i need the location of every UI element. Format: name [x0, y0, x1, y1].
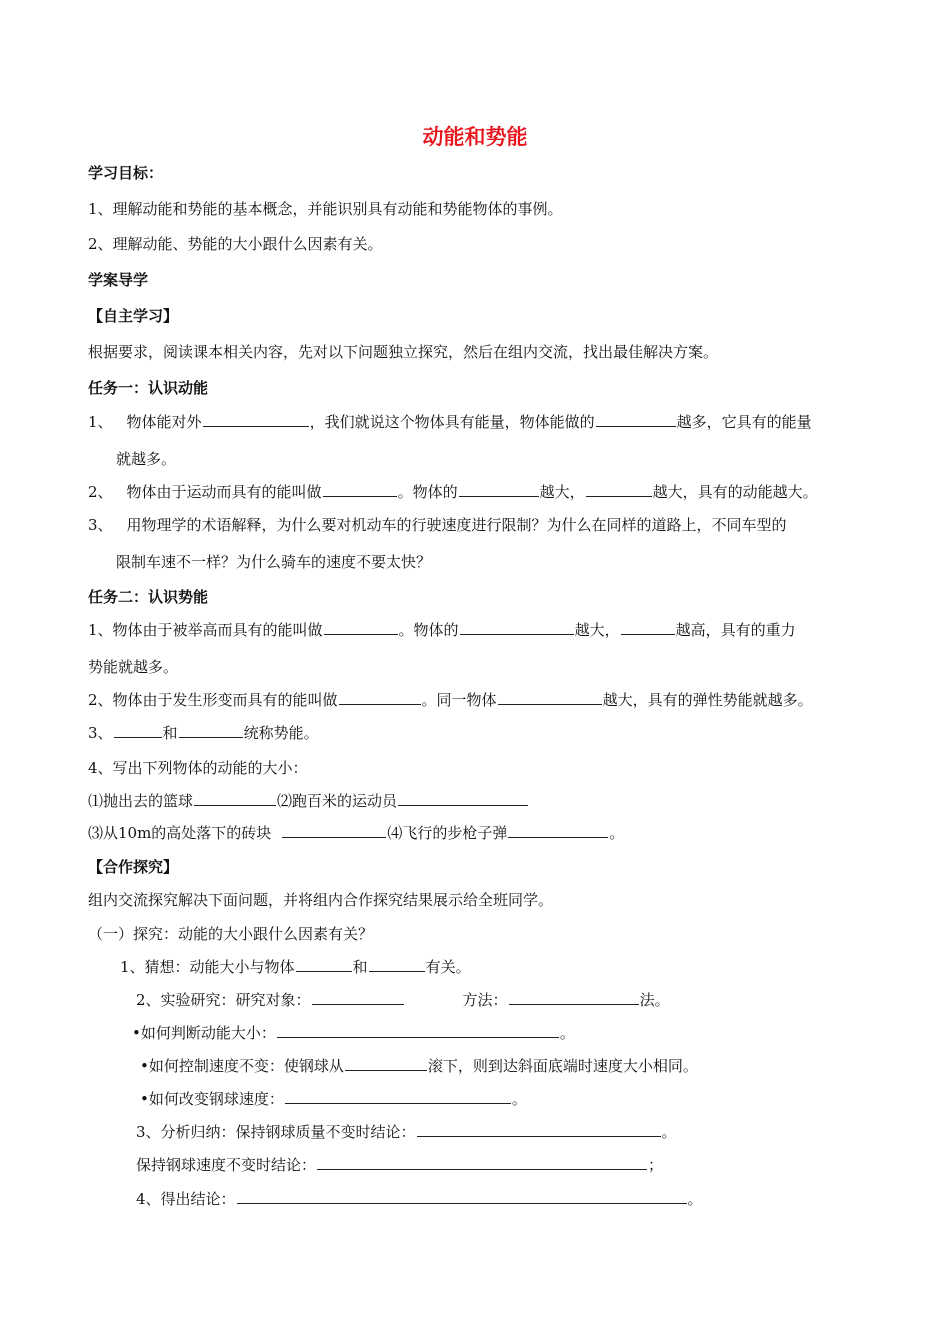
question-text: 物体由于运动而具有的能叫做: [126, 483, 322, 501]
section-heading: 学案导学: [88, 271, 149, 289]
answer-blank[interactable]: [459, 482, 539, 497]
question-text: 3、: [88, 724, 113, 742]
answer-blank[interactable]: [417, 1122, 661, 1137]
answer-blank[interactable]: [586, 482, 652, 497]
question-text: 越大，具有的弹性势能就越多。: [602, 691, 813, 709]
item-text: 。: [511, 1090, 527, 1108]
goal-item: 2、理解动能、势能的大小跟什么因素有关。: [88, 235, 383, 253]
answer-blank[interactable]: [282, 823, 386, 838]
answer-blank[interactable]: [277, 1023, 559, 1038]
self-study-intro: 根据要求，阅读课本相关内容，先对以下问题独立探究，然后在组内交流，找出最佳解决方案。: [88, 343, 719, 361]
item-text: •如何判断动能大小：: [132, 1024, 276, 1042]
change-line: [140, 1089, 527, 1109]
question-text: 1、物体由于被举高而具有的能叫做: [88, 621, 323, 639]
item-text: 有关。: [425, 958, 471, 976]
task1-question-2: [88, 482, 818, 502]
answer-blank[interactable]: [345, 1056, 427, 1071]
task2-q4-row: [88, 823, 624, 843]
answer-blank[interactable]: [460, 620, 574, 635]
question-text: 越大，具有的动能越大。: [652, 483, 818, 501]
question-text: 。物体的: [397, 483, 458, 501]
experiment-line: [136, 990, 670, 1010]
item-text: 保持钢球速度不变时结论：: [136, 1156, 317, 1174]
answer-blank[interactable]: [621, 620, 675, 635]
question-text: 越高，具有的重力: [675, 621, 796, 639]
task2-question-1-cont: 势能就越多。: [88, 658, 179, 676]
task2-question-2: [88, 690, 813, 710]
task1-question-3-cont: 限制车速不一样？为什么骑车的速度不要太快？: [116, 553, 432, 571]
task2-heading: 任务二：认识势能: [88, 588, 209, 606]
answer-blank[interactable]: [237, 1189, 687, 1204]
task1-heading: 任务一：认识动能: [88, 379, 209, 397]
question-text: ，我们就说这个物体具有能量，物体能做的: [309, 413, 595, 431]
keep-speed-line: [136, 1155, 663, 1175]
answer-blank[interactable]: [339, 690, 421, 705]
answer-blank[interactable]: [296, 957, 352, 972]
item-text: 方法：: [462, 991, 508, 1009]
item-text: 3、分析归纳：保持钢球质量不变时结论：: [136, 1123, 416, 1141]
answer-blank[interactable]: [323, 482, 397, 497]
question-text: 越多，它具有的能量: [676, 413, 812, 431]
answer-blank[interactable]: [398, 791, 528, 806]
item-text: ⑵跑百米的运动员: [277, 792, 398, 810]
answer-blank[interactable]: [114, 723, 162, 738]
item-text: 和: [352, 958, 368, 976]
item-text: 。: [559, 1024, 575, 1042]
coop-subheading: （一）探究：动能的大小跟什么因素有关？: [88, 925, 374, 943]
item-text: •如何控制速度不变：使钢球从: [140, 1057, 344, 1075]
answer-blank[interactable]: [508, 823, 608, 838]
question-text: 和: [162, 724, 178, 742]
page-title: 动能和势能: [422, 124, 528, 149]
question-text: 物体能对外: [126, 413, 202, 431]
item-text: 。: [687, 1190, 703, 1208]
question-text: 越大，: [574, 621, 620, 639]
item-text: ；: [648, 1156, 664, 1174]
task1-question-1: [88, 412, 812, 432]
answer-blank[interactable]: [317, 1155, 647, 1170]
answer-blank[interactable]: [498, 690, 602, 705]
item-text: ⑶从10m的高处落下的砖块: [88, 824, 272, 842]
control-line: [140, 1056, 698, 1076]
answer-blank[interactable]: [369, 957, 425, 972]
question-text: 。同一物体: [421, 691, 497, 709]
task2-question-1: [88, 620, 796, 640]
conclusion-line: [136, 1189, 703, 1209]
item-text: 2、实验研究：研究对象：: [136, 991, 311, 1009]
item-text: •如何改变钢球速度：: [140, 1090, 284, 1108]
question-text: 统称势能。: [243, 724, 319, 742]
question-number: 1、: [88, 413, 113, 431]
question-number: 2、: [88, 483, 113, 501]
task2-question-3: [88, 723, 319, 743]
goal-item: 1、理解动能和势能的基本概念，并能识别具有动能和势能物体的事例。: [88, 200, 563, 218]
answer-blank[interactable]: [203, 412, 309, 427]
task2-question-4: 4、写出下列物体的动能的大小：: [88, 759, 308, 777]
item-text: 滚下，则到达斜面底端时速度大小相同。: [427, 1057, 698, 1075]
item-text: 法。: [639, 991, 670, 1009]
item-text: 。: [661, 1123, 677, 1141]
answer-blank[interactable]: [312, 990, 404, 1005]
question-text: 用物理学的术语解释，为什么要对机动车的行驶速度进行限制？为什么在同样的道路上，不同车型的: [126, 516, 787, 534]
guess-line: [120, 957, 471, 977]
item-text: 。: [609, 824, 625, 842]
question-text: 。物体的: [398, 621, 459, 639]
answer-blank[interactable]: [194, 791, 276, 806]
answer-blank[interactable]: [285, 1089, 511, 1104]
question-number: 3、: [88, 516, 113, 534]
item-text: 1、猜想：动能大小与物体: [120, 958, 295, 976]
analysis-line: [136, 1122, 677, 1142]
task1-question-3: [88, 515, 787, 535]
task2-q4-row: [88, 791, 529, 811]
self-study-heading: 【自主学习】: [88, 307, 179, 325]
answer-blank[interactable]: [509, 990, 639, 1005]
judge-line: [132, 1023, 575, 1043]
item-text: ⑴抛出去的篮球: [88, 792, 194, 810]
coop-intro: 组内交流探究解决下面问题，并将组内合作探究结果展示给全班同学。: [88, 891, 554, 909]
answer-blank[interactable]: [324, 620, 398, 635]
question-text: 越大，: [539, 483, 585, 501]
item-text: 4、得出结论：: [136, 1190, 236, 1208]
task1-question-1-cont: 就越多。: [116, 450, 177, 468]
item-text: ⑷飞行的步枪子弹: [387, 824, 508, 842]
goals-heading: 学习目标：: [88, 164, 164, 182]
answer-blank[interactable]: [596, 412, 676, 427]
question-text: 2、物体由于发生形变而具有的能叫做: [88, 691, 338, 709]
coop-heading: 【合作探究】: [88, 858, 179, 876]
answer-blank[interactable]: [179, 723, 243, 738]
